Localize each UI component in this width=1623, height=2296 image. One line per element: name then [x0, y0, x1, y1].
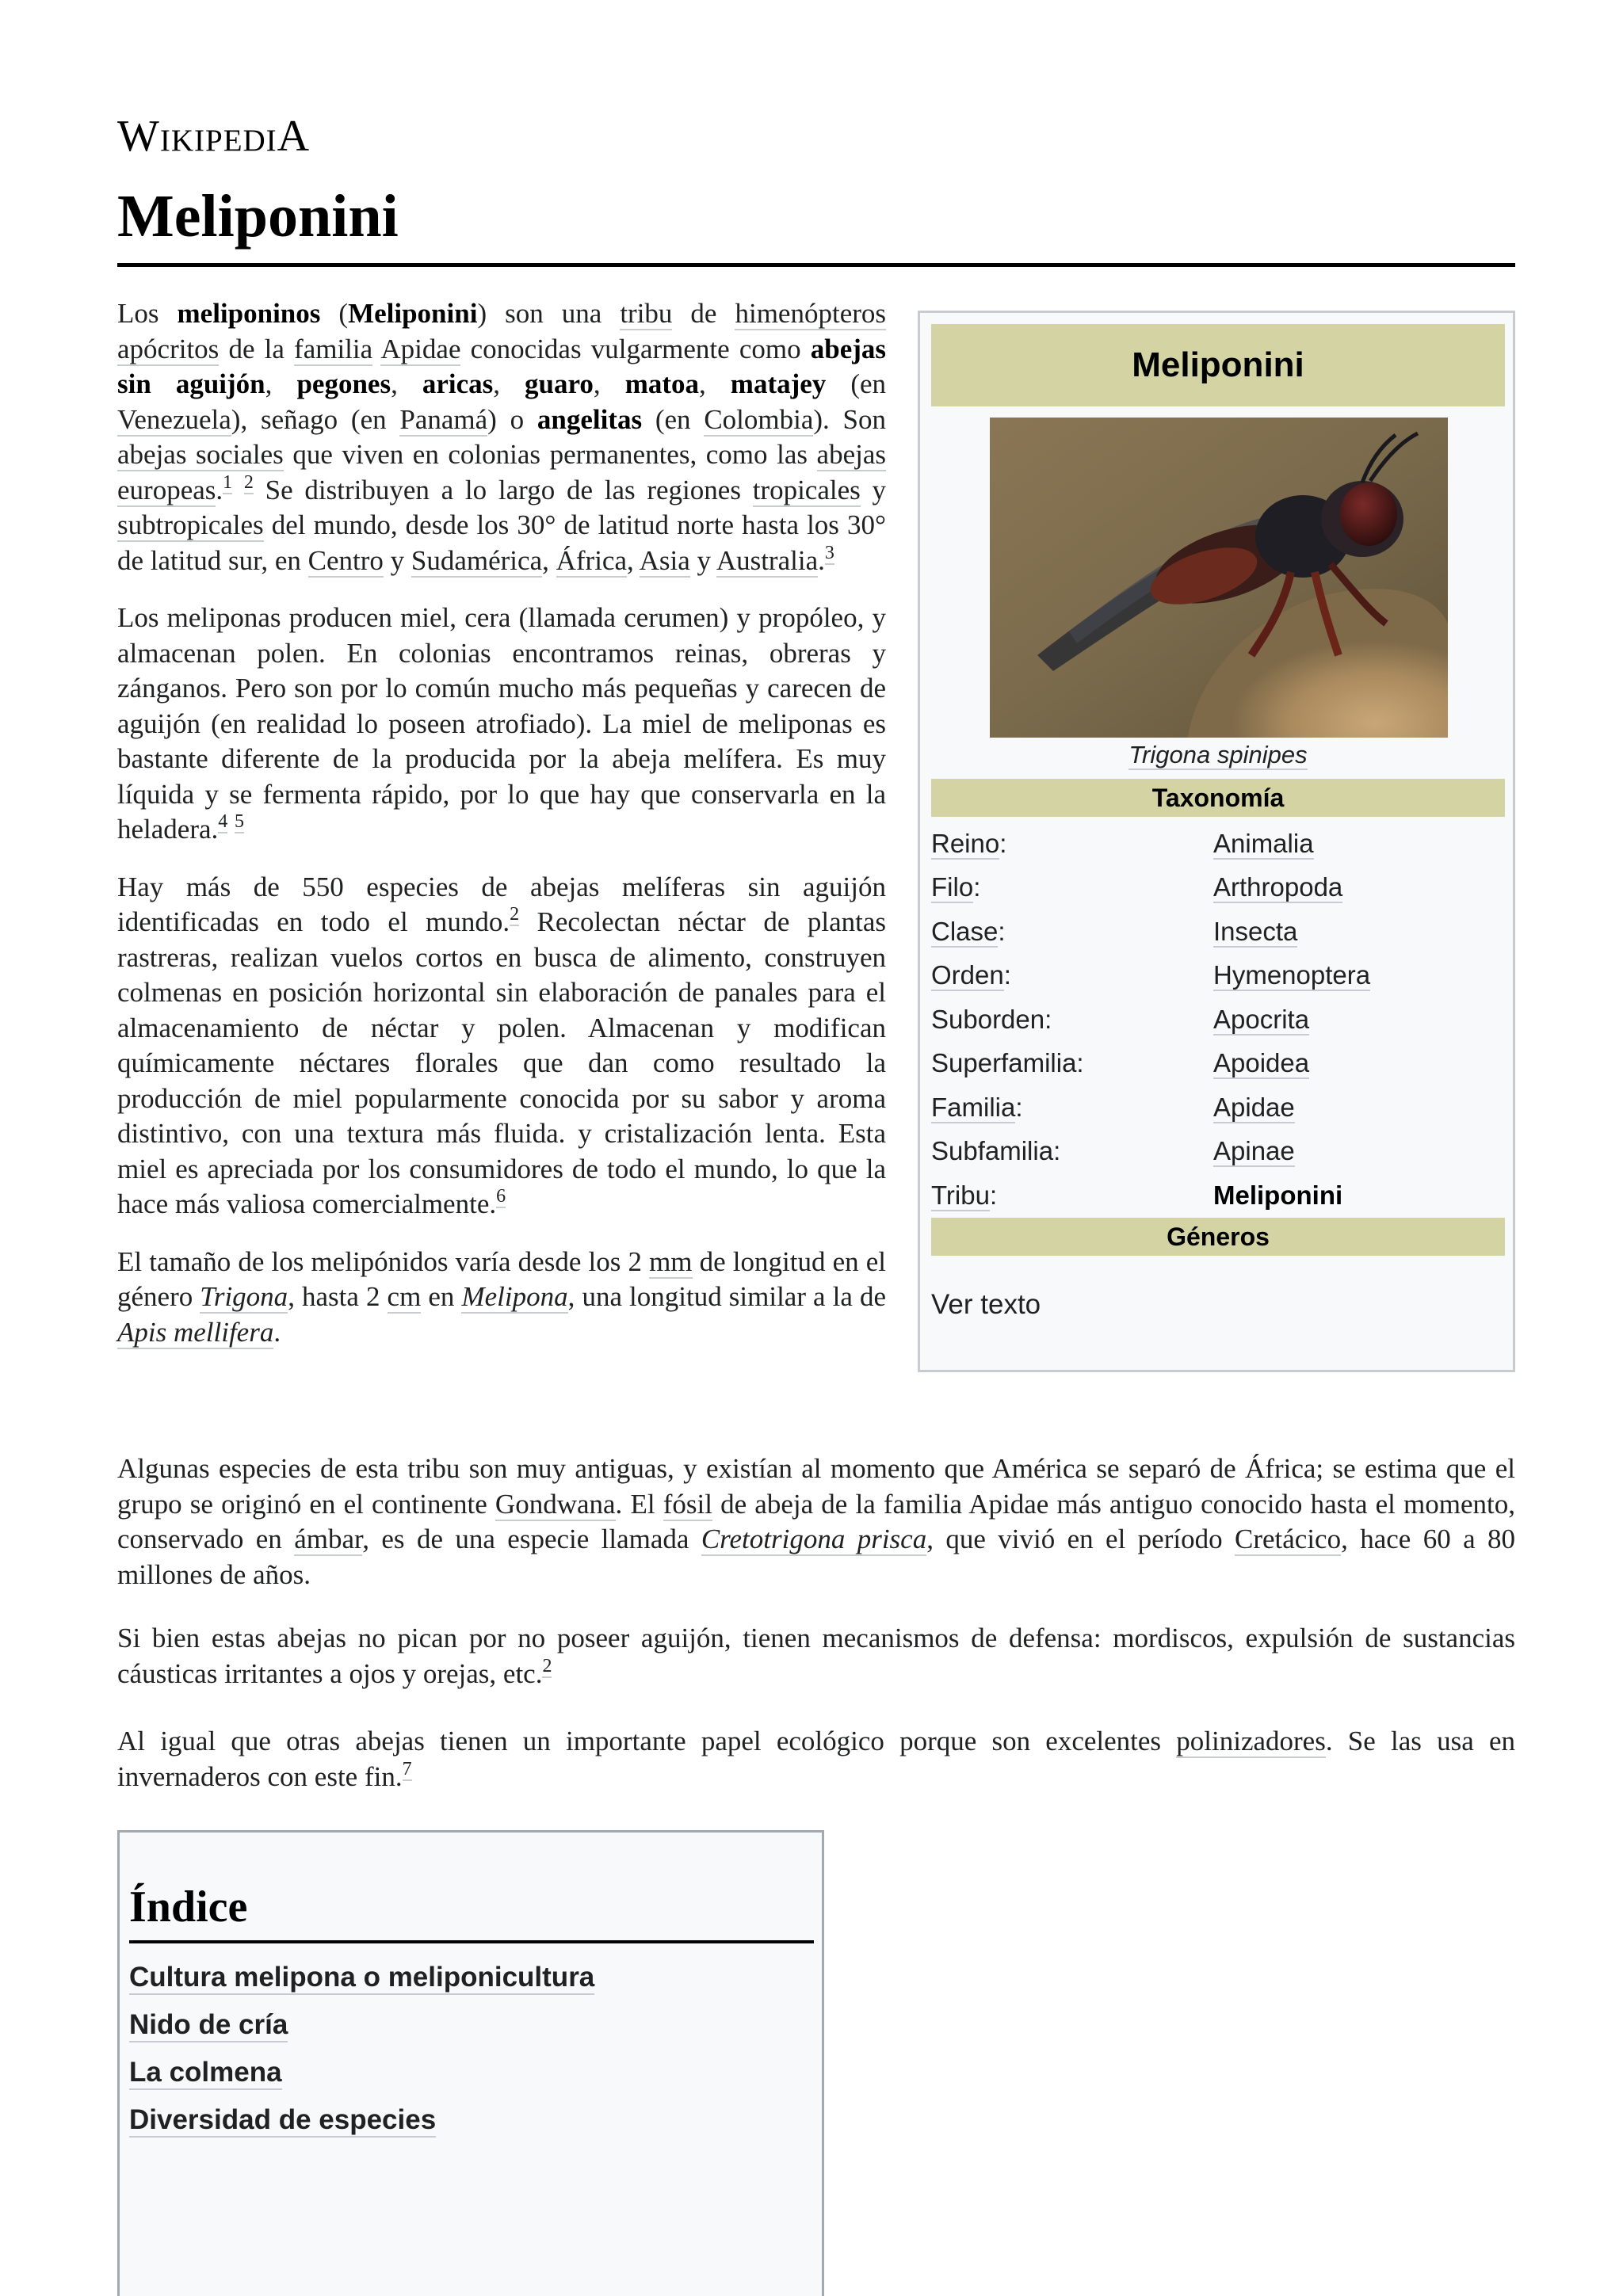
taxonomy-value[interactable] — [1213, 1048, 1505, 1078]
text-run — [227, 814, 235, 845]
text-run: (en — [642, 403, 705, 435]
article-link[interactable]: Apidae — [380, 333, 461, 364]
bold-term: matoa — [624, 368, 700, 399]
paragraph-3 — [117, 870, 886, 1222]
text-run: en — [421, 1281, 462, 1312]
text-run: de — [672, 298, 735, 329]
reference-link[interactable]: 5 — [235, 811, 245, 832]
text-run: . — [273, 1316, 281, 1348]
taxonomy-rank-link[interactable]: Orden — [931, 960, 1004, 990]
rank-colon: : — [998, 916, 1006, 946]
text-run: , — [593, 368, 625, 399]
article-link[interactable]: polinizadores — [1176, 1726, 1326, 1756]
bold-term: angelitas — [537, 403, 643, 435]
taxobox-title: Meliponini — [931, 324, 1505, 406]
reference-link[interactable]: 2 — [542, 1655, 552, 1676]
text-run: , — [627, 544, 640, 576]
text-run: , que vivió en el período — [926, 1524, 1235, 1554]
article-link[interactable]: África — [556, 544, 627, 576]
taxonomy-rank[interactable] — [931, 1093, 1213, 1123]
bold-term: abejas sin aguijón — [117, 333, 887, 399]
reference-sup — [223, 472, 232, 494]
taxonomy-row — [931, 866, 1505, 910]
taxonomy-header[interactable]: Taxonomía — [931, 779, 1505, 817]
intro-column — [117, 296, 886, 1350]
bold-term: pegones — [296, 368, 391, 399]
text-run: del mundo, desde los 30° de latitud norte hasta los 30° de latitud sur, en — [117, 509, 886, 576]
text-run: ), señago (en — [231, 403, 400, 435]
taxonomy-row — [931, 997, 1505, 1042]
article-link[interactable]: himenópteros apócritos — [117, 298, 887, 364]
toc-link[interactable]: Cultura melipona o meliponicultura — [129, 1962, 594, 1995]
article-link[interactable]: mm — [649, 1245, 693, 1277]
taxonomy-value-link[interactable]: Apocrita — [1213, 1004, 1310, 1034]
article-link[interactable]: Venezuela — [117, 403, 231, 435]
taxonomy-value[interactable] — [1213, 960, 1505, 990]
text-run: ( — [320, 298, 349, 329]
text-run — [372, 334, 380, 364]
text-run: de la — [219, 333, 295, 364]
bold-term: Meliponini — [348, 298, 478, 329]
reference-sup — [218, 811, 227, 833]
bee-photo[interactable] — [990, 418, 1448, 738]
rank-colon: : — [989, 1180, 998, 1210]
taxonomy-rank-link[interactable]: Familia — [931, 1092, 1016, 1122]
paragraph-6-block — [117, 1621, 1515, 1691]
article-link[interactable]: Australia — [716, 544, 819, 576]
reference-link[interactable]: 2 — [243, 471, 254, 493]
article-link[interactable]: Trigona — [200, 1281, 288, 1312]
taxonomy-rank: Subfamilia: — [931, 1136, 1061, 1166]
taxonomy-value[interactable] — [1213, 1136, 1505, 1166]
text-run: Se distribuyen a lo largo de las regiones — [253, 474, 753, 505]
article-link[interactable]: abejas sociales — [117, 439, 284, 470]
genera-see-text: Ver texto — [931, 1289, 1041, 1320]
taxonomy-rank[interactable] — [931, 872, 1213, 902]
taxonomy-value-link[interactable]: Apidae — [1213, 1092, 1295, 1122]
reference-sup — [235, 811, 244, 833]
paragraph-2 — [117, 601, 886, 848]
taxonomy-value[interactable] — [1213, 917, 1505, 947]
toc-link[interactable]: Diversidad de especies — [129, 2104, 436, 2138]
taxonomy-value-link[interactable]: Animalia — [1213, 828, 1314, 858]
text-run: y — [860, 474, 887, 505]
taxonomy-value-link[interactable]: Apinae — [1213, 1136, 1295, 1166]
paragraph-4 — [117, 1245, 886, 1351]
article-link[interactable]: Sudamérica — [411, 544, 543, 576]
text-run: ) o — [487, 403, 537, 435]
article-link[interactable]: Asia — [639, 544, 690, 576]
taxonomy-rank-link[interactable]: Reino — [931, 828, 1000, 858]
paragraph-5 — [117, 1451, 1515, 1592]
taxonomy-row — [931, 1085, 1505, 1130]
article-link[interactable]: cm — [387, 1281, 422, 1312]
text-run: y — [383, 544, 411, 576]
toc-item — [129, 2097, 594, 2145]
article-link[interactable]: abejas europeas — [117, 439, 886, 505]
text-run: . — [216, 474, 223, 505]
taxonomy-rank[interactable] — [931, 917, 1213, 947]
taxobox — [918, 311, 1515, 1372]
article-link[interactable]: Cretácico — [1234, 1524, 1342, 1554]
rank-colon: : — [1015, 1092, 1023, 1122]
taxonomy-row — [931, 822, 1505, 866]
reference-link[interactable]: 6 — [496, 1186, 506, 1207]
text-run: , — [699, 368, 731, 399]
text-run: . El — [615, 1488, 663, 1520]
article-link[interactable]: Centro — [307, 544, 384, 576]
article-link[interactable]: Colombia — [704, 403, 814, 435]
article-link[interactable]: Panamá — [399, 403, 488, 435]
toc-divider — [129, 1940, 814, 1943]
toc-list — [129, 1955, 594, 2145]
reference-sup — [496, 1186, 506, 1208]
article-link[interactable]: Gondwana — [495, 1488, 616, 1520]
taxonomy-value[interactable] — [1213, 1093, 1505, 1123]
text-run: que viven en colonias permanentes, como las — [283, 439, 817, 470]
taxonomy-value[interactable] — [1213, 829, 1505, 859]
taxonomy-value-link[interactable]: Apoidea — [1213, 1048, 1310, 1078]
article-link[interactable]: ámbar — [294, 1524, 363, 1554]
title-divider — [117, 263, 1515, 267]
taxonomy-row — [931, 1042, 1505, 1086]
text-run: . Se las usa en invernaderos con este fin. — [117, 1726, 1515, 1792]
text-run: Al igual que otras abejas tienen un importante papel ecológico porque son excelentes — [117, 1726, 1177, 1756]
taxonomy-row — [931, 1173, 1505, 1218]
bold-term: matajey — [730, 368, 827, 399]
taxonomy-value-link[interactable]: Insecta — [1213, 916, 1298, 946]
genera-header: Géneros — [931, 1218, 1505, 1256]
table-of-contents — [117, 1830, 824, 2296]
text-run: , — [391, 368, 422, 399]
taxonomy-row — [931, 954, 1505, 998]
toc-title: Índice — [129, 1882, 248, 1932]
toc-item — [129, 2002, 594, 2050]
taxonomy-row — [931, 910, 1505, 954]
text-run: , es de una especie llamada — [362, 1524, 701, 1554]
toc-link[interactable]: La colmena — [129, 2057, 282, 2090]
rank-colon: : — [973, 872, 981, 902]
article-link[interactable]: Apis mellifera — [117, 1316, 274, 1348]
text-run: Los meliponas producen miel, cera (llamada cerumen) y propóleo, y almacenan polen. En colonias encontramos reinas, obreras y zánganos. Pero son por lo común mucho más pequeñas y carecen de aguijón (en realidad lo poseen atrofiado). La miel de meliponas es bastante diferente de la producida por la abeja melífera. Es muy líquida y se fermenta rápido, por lo que hay que conservarla en la heladera. — [117, 602, 886, 845]
reference-sup — [825, 543, 834, 565]
reference-link[interactable]: 1 — [223, 471, 233, 493]
reference-sup — [403, 1759, 412, 1781]
text-run: El tamaño de los melipónidos varía desde los 2 — [117, 1245, 650, 1277]
reference-link[interactable]: 7 — [402, 1758, 412, 1779]
text-run: y — [689, 544, 716, 576]
article-link[interactable]: subtropicales — [117, 509, 264, 540]
paragraph-5-block — [117, 1451, 1515, 1592]
text-run: Recolectan néctar de plantas rastreras, realizan vuelos cortos en busca de alimento, construyen colmenas en posición horizontal sin elaboración de panales para el almacenamiento de néctar y polen. Almacenan y modifican químicamente néctares florales que dan como resultado la producción de miel popularmente conocida por su sabor y aroma distintivo, con una textura más fluida. y cristalización lenta. Esta miel es apreciada por los consumidores de todo el mundo, lo que la hace más valiosa comercialmente. — [117, 906, 886, 1219]
text-run — [232, 475, 244, 505]
bold-term: guaro — [525, 368, 594, 399]
taxonomy-rank: Superfamilia: — [931, 1048, 1084, 1078]
taxonomy-rank[interactable] — [931, 829, 1213, 859]
text-run: , hasta 2 — [288, 1281, 388, 1312]
taxonomy-rank-link[interactable]: Clase — [931, 916, 999, 946]
taxonomy-value[interactable] — [1213, 872, 1505, 902]
text-run: . — [818, 544, 825, 576]
paragraph-1 — [117, 296, 886, 578]
taxonomy-rank-link[interactable]: Tribu — [931, 1180, 990, 1210]
wikipedia-wordmark[interactable]: WikipediA — [117, 112, 311, 161]
article-link[interactable]: tropicales — [752, 474, 861, 505]
text-run: de longitud en el género — [117, 1245, 886, 1312]
taxonomy-value-link[interactable]: Hymenoptera — [1213, 960, 1371, 990]
taxonomy-row — [931, 1130, 1505, 1174]
paragraph-7 — [117, 1724, 1515, 1794]
text-run: de abeja de la familia Apidae más antiguo conocido hasta el momento, conservado en — [117, 1488, 1516, 1554]
taxonomy-value[interactable] — [1213, 1005, 1505, 1035]
toc-item — [129, 1955, 594, 2002]
rank-colon: : — [999, 828, 1007, 858]
paragraph-7-block — [117, 1724, 1515, 1794]
taxonomy-rank: Suborden: — [931, 1004, 1052, 1034]
rank-colon: : — [1003, 960, 1011, 990]
bold-term: meliponinos — [177, 298, 321, 329]
reference-sup — [244, 472, 254, 494]
taxonomy-rank-link[interactable]: Filo — [931, 872, 974, 902]
text-run: , — [265, 368, 297, 399]
text-run: , hace 60 a 80 millones de años. — [117, 1524, 1516, 1590]
bee-photo-caption[interactable]: Trigona spinipes — [1128, 741, 1308, 769]
reference-link[interactable]: 4 — [218, 811, 228, 832]
text-run: ) son una — [477, 298, 621, 329]
taxonomy-rank[interactable] — [931, 960, 1213, 990]
text-run: , una longitud similar a la de — [567, 1281, 886, 1312]
taxonomy-value-link[interactable]: Arthropoda — [1213, 872, 1343, 902]
article-link[interactable]: fósil — [663, 1488, 712, 1520]
text-run: Los — [117, 298, 178, 329]
text-run: Hay más de 550 especies de abejas melíferas sin aguijón identificadas en todo el mundo. — [117, 871, 886, 937]
text-run: Algunas especies de esta tribu son muy antiguas, y existían al momento que América se separó de África; se estima que el grupo se originó en el continente — [117, 1453, 1515, 1520]
text-run: ). Son — [813, 403, 887, 435]
text-run: Si bien estas abejas no pican por no poseer aguijón, tienen mecanismos de defensa: mordiscos, expulsión de sustancias cáusticas irritantes a ojos y orejas, etc. — [117, 1623, 1515, 1689]
paragraph-6 — [117, 1621, 1515, 1691]
reference-link[interactable]: 2 — [510, 904, 520, 925]
reference-sup — [510, 904, 519, 926]
toc-item — [129, 2050, 594, 2097]
taxonomy-rank[interactable] — [931, 1180, 1213, 1211]
article-link[interactable]: Cretotrigona prisca — [701, 1524, 927, 1554]
toc-link[interactable]: Nido de cría — [129, 2009, 288, 2042]
reference-sup — [542, 1656, 552, 1678]
text-run: (en — [826, 368, 887, 399]
reference-link[interactable]: 3 — [824, 542, 834, 563]
page-title: Meliponini — [117, 183, 399, 250]
article-link[interactable]: Melipona — [461, 1281, 568, 1312]
text-run: , — [542, 544, 556, 576]
bold-term: aricas — [422, 368, 494, 399]
text-run: , — [493, 368, 525, 399]
article-link[interactable]: familia — [294, 333, 373, 364]
article-link[interactable]: tribu — [620, 298, 673, 329]
taxonomy-rows — [931, 822, 1505, 1218]
text-run: conocidas vulgarmente como — [460, 333, 811, 364]
taxonomy-value: Meliponini — [1213, 1180, 1343, 1210]
